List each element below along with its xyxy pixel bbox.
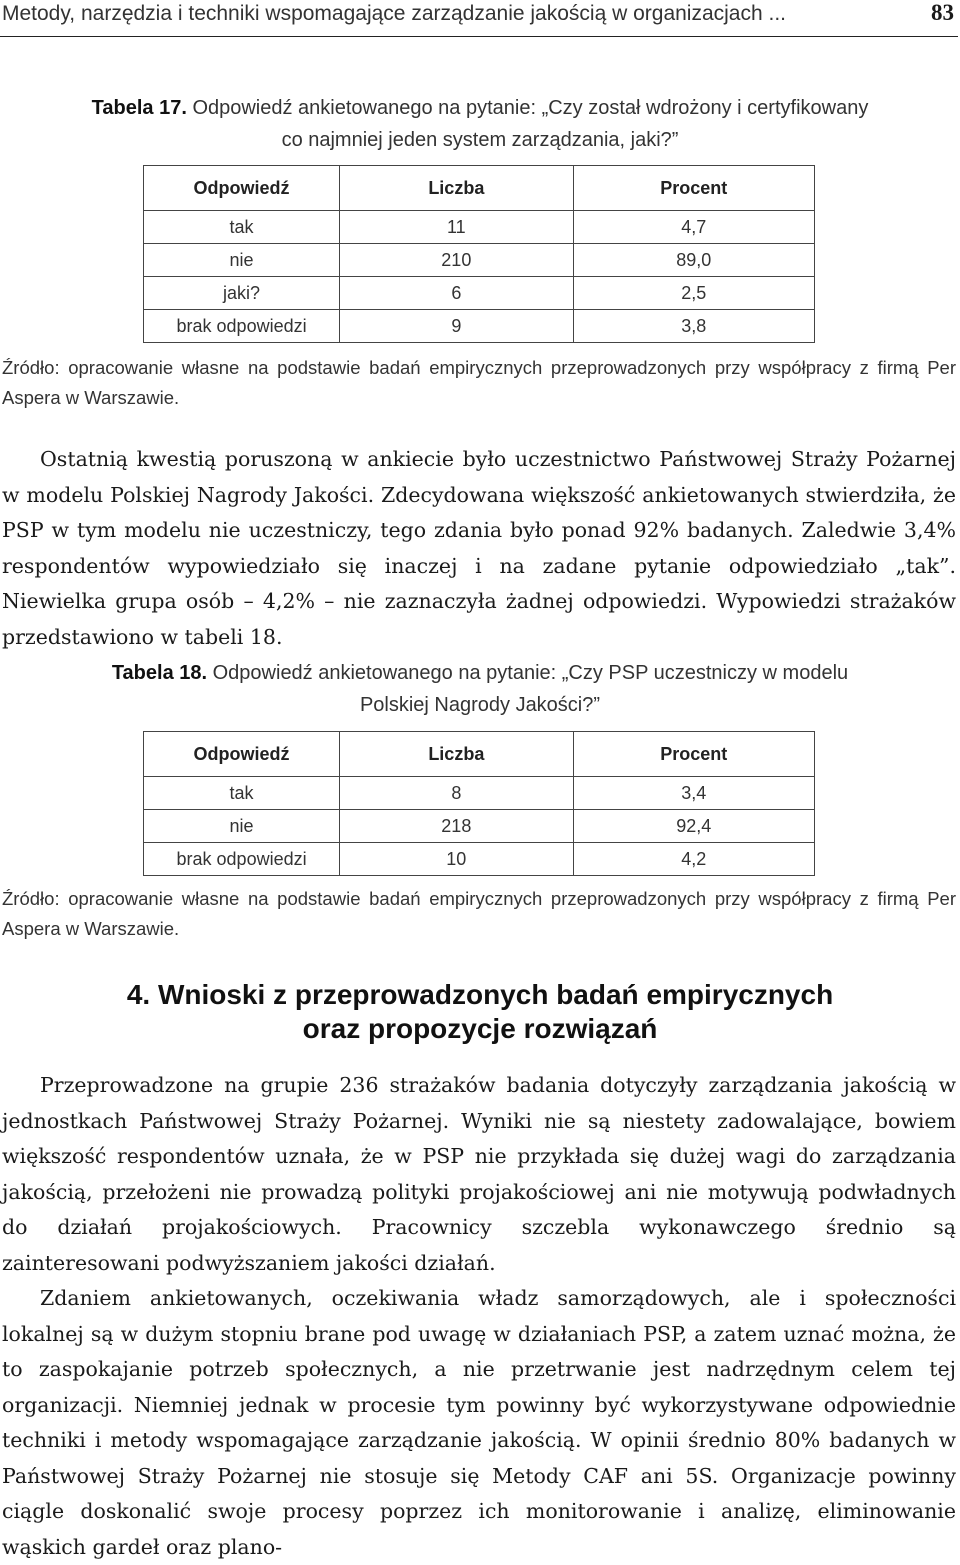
body-paragraphs-section-4 [2,1068,956,1565]
running-header [0,0,958,37]
table-cell: brak odpowiedzi [144,310,340,343]
table-cell: 2,5 [573,277,814,310]
table-cell: 89,0 [573,244,814,277]
table-cell: tak [144,777,340,810]
running-title: Metody, narzędzia i techniki wspomagające zarządzanie jakością w organizacjach ... [2,2,787,25]
table-18-caption-line2: Polskiej Nagrody Jakości?” [359,694,601,716]
table-cell: 8 [340,777,573,810]
paragraph-text: Ostatnią kwestią poruszoną w ankiecie było uczestnictwo Państwowej Straży Pożarnej w modelu Polskiej Nagrody Jakości. Zdecydowana większość ankietowanych stwierdziła, że PSP w tym modelu nie uczestniczy, tego zdania było ponad 92% badanych. Zaledwie 3,4% respondentów wypowiedziało się inaczej i na zadane pytanie odpowiedziało „tak”. Niewielka grupa osób – 4,2% – nie zaznaczyła żadnej odpowiedzi. Wypowiedzi strażaków przedstawiono w tabeli 18. [2,447,956,649]
table-cell: 3,4 [573,777,814,810]
table-17-caption-line2: co najmniej jeden system zarządzania, jaki?” [281,129,679,151]
page-number: 83 [931,0,954,25]
table-cell: 9 [340,310,573,343]
body-paragraph-1 [2,442,956,655]
table-cell: 3,8 [573,310,814,343]
table-row [144,277,815,310]
table-row [144,810,815,843]
section-heading-line2: oraz propozycje rozwiązań [302,1013,658,1044]
table-17-caption-line1: Odpowiedź ankietowanego na pytanie: „Czy został wdrożony i certyfikowany [192,97,869,119]
table-18-source: Źródło: opracowanie własne na podstawie badań empirycznych przeprowadzonych przy współpracy z firmą Per Aspera w Warszawie. [2,888,956,939]
column-header: Odpowiedź [144,166,340,211]
table-cell: 218 [340,810,573,843]
table-row [144,777,815,810]
table-cell: brak odpowiedzi [144,843,340,876]
table-row [144,843,815,876]
column-header: Odpowiedź [144,732,340,777]
column-header: Liczba [340,166,573,211]
table-cell: 210 [340,244,573,277]
table-cell: jaki? [144,277,340,310]
table-17-caption [0,92,960,156]
table-header-row [144,732,815,777]
table-row [144,244,815,277]
table-header-row [144,166,815,211]
table-17-source: Źródło: opracowanie własne na podstawie badań empirycznych przeprowadzonych przy współpracy z firmą Per Aspera w Warszawie. [2,357,956,408]
column-header: Procent [573,732,814,777]
column-header: Procent [573,166,814,211]
table-cell: 4,2 [573,843,814,876]
table-cell: nie [144,244,340,277]
table-cell: 11 [340,211,573,244]
table-cell: 10 [340,843,573,876]
table-18 [143,731,815,876]
table-cell: 4,7 [573,211,814,244]
table-cell: tak [144,211,340,244]
table-18-label: Tabela 18. [111,662,208,684]
table-cell: 6 [340,277,573,310]
table-17-label: Tabela 17. [91,97,187,119]
table-18-caption-line1: Odpowiedź ankietowanego na pytanie: „Czy PSP uczestniczy w modelu [212,662,849,684]
section-heading [0,978,960,1046]
paragraph-text: Zdaniem ankietowanych, oczekiwania władz samorządowych, ale i społeczności lokalnej są w dużym stopniu brane pod uwagę w działaniach PSP, a zatem uznać można, że to zaspokajanie potrzeb społecznych, a nie przetrwanie jest nadrzędnym celem tej organizacji. Niemniej jednak w procesie tym powinny być wykorzystywane odpowiednie techniki i metody wspomagające zarządzanie jakością. W opinii średnio 80% badanych w Państwowej Straży Pożarnej nie stosuje się Metody CAF ani 5S. Organizacje powinny ciągle doskonalić swoje procesy poprzez ich monitorowanie i analizę, eliminowanie wąskich gardeł oraz plano- [2,1286,956,1559]
table-17 [143,165,815,343]
table-row [144,310,815,343]
table-cell: 92,4 [573,810,814,843]
table-row [144,211,815,244]
section-heading-line1: 4. Wnioski z przeprowadzonych badań empirycznych [126,979,834,1010]
paragraph-text: Przeprowadzone na grupie 236 strażaków badania dotyczyły zarządzania jakością w jednostkach Państwowej Straży Pożarnej. Wyniki nie są niestety zadowalające, bowiem większość respondentów uznała, że w PSP nie przykłada się dużej wagi do zarządzania jakością, przełożeni nie prowadzą polityki projakościowej ani nie motywują podwładnych do działań projakościowych. Pracownicy szczebla wykonawczego średnio są zainteresowani podwyższaniem jakości działań. [2,1073,956,1275]
table-18-caption [0,657,960,721]
column-header: Liczba [340,732,573,777]
table-cell: nie [144,810,340,843]
